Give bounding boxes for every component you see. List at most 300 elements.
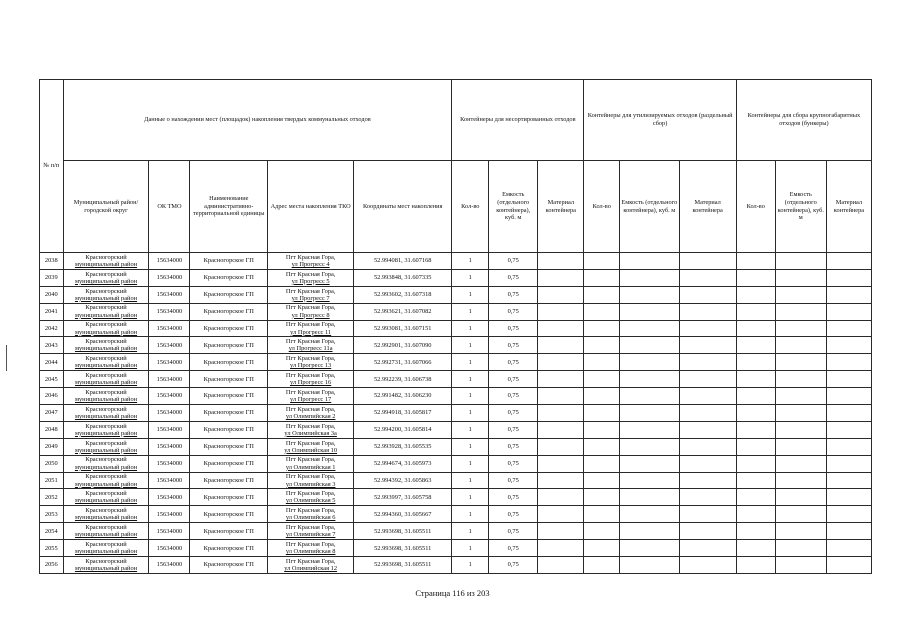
address-cell-line: Пгт Красная Гора,: [285, 253, 336, 261]
admin-unit-cell: Красногорское ГП: [190, 388, 268, 405]
bulky-material-cell: [826, 303, 871, 320]
district-cell: [63, 286, 149, 303]
address-cell: [268, 455, 354, 472]
separate-volume-cell: [620, 269, 679, 286]
address-cell: [268, 269, 354, 286]
district-cell: [63, 405, 149, 422]
district-cell-line: муниципальный район: [74, 396, 138, 404]
separate-count-cell: [584, 489, 620, 506]
table-row: [40, 557, 872, 574]
district-cell-line: Красногорский: [85, 338, 127, 346]
district-cell-line: муниципальный район: [74, 480, 138, 488]
oktmo-cell: 15634000: [149, 523, 190, 540]
address-cell: [268, 421, 354, 438]
address-cell-line: ул Прогресс 11: [290, 328, 332, 336]
bulky-material-cell: [826, 253, 871, 270]
oktmo-cell: 15634000: [149, 557, 190, 574]
table-row: [40, 455, 872, 472]
separate-count-cell: [584, 405, 620, 422]
admin-unit-cell: Красногорское ГП: [190, 269, 268, 286]
bulky-count-cell: [736, 286, 775, 303]
row-number-cell: 2038: [40, 253, 64, 270]
unsorted-material-cell: [538, 523, 584, 540]
unsorted-count-cell: 1: [452, 269, 489, 286]
district-cell-line: Красногорский: [85, 253, 127, 261]
unsorted-count-cell: 1: [452, 421, 489, 438]
row-number-cell: 2053: [40, 506, 64, 523]
bulky-count-cell: [736, 455, 775, 472]
unsorted-count-header: Кол-во: [452, 161, 489, 253]
bulky-count-cell: [736, 354, 775, 371]
address-cell: [268, 405, 354, 422]
bulky-count-cell: [736, 472, 775, 489]
bulky-volume-cell: [775, 354, 826, 371]
district-cell: [63, 303, 149, 320]
address-column-header: Адрес места накопления ТКО: [268, 161, 354, 253]
unsorted-count-cell: 1: [452, 523, 489, 540]
bulky-count-cell: [736, 337, 775, 354]
separate-count-cell: [584, 455, 620, 472]
admin-unit-cell: Красногорское ГП: [190, 303, 268, 320]
address-cell-line: Пгт Красная Гора,: [285, 507, 336, 515]
bulky-count-cell: [736, 540, 775, 557]
coords-cell: 52.992239, 31.606738: [354, 371, 452, 388]
separate-count-cell: [584, 438, 620, 455]
unsorted-volume-cell: 0,75: [489, 371, 538, 388]
address-cell: [268, 540, 354, 557]
separate-volume-cell: [620, 286, 679, 303]
separate-volume-cell: [620, 540, 679, 557]
row-number-cell: 2054: [40, 523, 64, 540]
admin-unit-cell: Красногорское ГП: [190, 405, 268, 422]
unsorted-material-cell: [538, 557, 584, 574]
bulky-material-cell: [826, 506, 871, 523]
unsorted-volume-cell: 0,75: [489, 269, 538, 286]
separate-volume-cell: [620, 354, 679, 371]
unsorted-material-cell: [538, 371, 584, 388]
bulky-material-cell: [826, 489, 871, 506]
bulky-volume-cell: [775, 388, 826, 405]
location-group-header: Данные о нахождении мест (площадок) накопления твердых коммунальных отходов: [63, 80, 452, 161]
bulky-volume-cell: [775, 303, 826, 320]
district-cell-line: муниципальный район: [74, 328, 138, 336]
admin-unit-cell: Красногорское ГП: [190, 371, 268, 388]
district-cell: [63, 337, 149, 354]
oktmo-cell: 15634000: [149, 354, 190, 371]
bulky-volume-cell: [775, 320, 826, 337]
separate-material-cell: [679, 286, 736, 303]
separate-volume-cell: [620, 303, 679, 320]
address-cell: [268, 557, 354, 574]
coords-cell: 52.994081, 31.607168: [354, 253, 452, 270]
unsorted-material-cell: [538, 303, 584, 320]
address-cell-line: ул Олимпийская 3: [285, 480, 336, 488]
address-cell: [268, 506, 354, 523]
bulky-volume-cell: [775, 489, 826, 506]
district-cell: [63, 540, 149, 557]
unsorted-volume-cell: 0,75: [489, 253, 538, 270]
bulky-material-cell: [826, 337, 871, 354]
page-number: Страница 116 из 203: [415, 588, 490, 598]
bulky-material-header: Материал контейнера: [826, 161, 871, 253]
address-cell-line: ул Прогресс 5: [291, 277, 330, 285]
unsorted-count-cell: 1: [452, 506, 489, 523]
bulky-material-cell: [826, 286, 871, 303]
table-row: [40, 354, 872, 371]
bulky-count-cell: [736, 269, 775, 286]
unsorted-count-cell: 1: [452, 540, 489, 557]
unsorted-count-cell: 1: [452, 405, 489, 422]
separate-material-cell: [679, 371, 736, 388]
district-cell-line: муниципальный район: [74, 277, 138, 285]
address-cell: [268, 388, 354, 405]
unsorted-count-cell: 1: [452, 320, 489, 337]
district-cell-line: Красногорский: [85, 422, 127, 430]
oktmo-cell: 15634000: [149, 269, 190, 286]
row-number-cell: 2051: [40, 472, 64, 489]
bulky-volume-cell: [775, 506, 826, 523]
district-cell-line: Красногорский: [85, 321, 127, 329]
district-cell-line: Красногорский: [85, 473, 127, 481]
separate-material-cell: [679, 421, 736, 438]
district-cell: [63, 489, 149, 506]
district-cell-line: муниципальный район: [74, 446, 138, 454]
separate-count-cell: [584, 523, 620, 540]
row-number-cell: 2052: [40, 489, 64, 506]
separate-volume-cell: [620, 489, 679, 506]
unsorted-volume-cell: 0,75: [489, 540, 538, 557]
address-cell-line: ул Олимпийская 6: [285, 514, 336, 522]
bulky-volume-cell: [775, 523, 826, 540]
address-cell-line: ул Прогресс 17: [290, 396, 332, 404]
oktmo-cell: 15634000: [149, 371, 190, 388]
separate-count-cell: [584, 286, 620, 303]
row-number-cell: 2046: [40, 388, 64, 405]
district-cell-line: Красногорский: [85, 304, 127, 312]
bulky-count-cell: [736, 388, 775, 405]
address-cell: [268, 286, 354, 303]
address-cell-line: Пгт Красная Гора,: [285, 540, 336, 548]
bulky-volume-cell: [775, 405, 826, 422]
separate-count-cell: [584, 371, 620, 388]
address-cell-line: Пгт Красная Гора,: [285, 270, 336, 278]
district-cell-line: муниципальный район: [74, 531, 138, 539]
oktmo-cell: 15634000: [149, 388, 190, 405]
oktmo-cell: 15634000: [149, 303, 190, 320]
bulky-count-cell: [736, 253, 775, 270]
admin-unit-cell: Красногорское ГП: [190, 320, 268, 337]
address-cell-line: ул Олимпийская 7: [285, 531, 336, 539]
bulky-volume-cell: [775, 557, 826, 574]
table-row: [40, 286, 872, 303]
bulky-count-cell: [736, 489, 775, 506]
unsorted-volume-cell: 0,75: [489, 557, 538, 574]
separate-count-cell: [584, 472, 620, 489]
address-cell-line: Пгт Красная Гора,: [285, 524, 336, 532]
separate-material-cell: [679, 253, 736, 270]
district-cell: [63, 523, 149, 540]
separate-count-cell: [584, 506, 620, 523]
row-number-cell: 2048: [40, 421, 64, 438]
address-cell-line: ул Олимпийская 12: [284, 564, 338, 572]
district-cell-line: Красногорский: [85, 490, 127, 498]
bulky-material-cell: [826, 472, 871, 489]
separate-count-cell: [584, 540, 620, 557]
district-cell: [63, 269, 149, 286]
bulky-volume-cell: [775, 337, 826, 354]
table-row: [40, 405, 872, 422]
bulky-material-cell: [826, 388, 871, 405]
district-cell: [63, 421, 149, 438]
district-cell: [63, 438, 149, 455]
separate-count-cell: [584, 557, 620, 574]
separate-material-cell: [679, 523, 736, 540]
unsorted-count-cell: 1: [452, 388, 489, 405]
address-cell-line: ул Прогресс 7: [291, 294, 330, 302]
coords-cell: 52.993848, 31.607335: [354, 269, 452, 286]
unsorted-material-cell: [538, 320, 584, 337]
separate-count-cell: [584, 388, 620, 405]
address-cell-line: ул Олимпийская 2: [285, 412, 336, 420]
row-number-cell: 2043: [40, 337, 64, 354]
admin-unit-cell: Красногорское ГП: [190, 337, 268, 354]
bulky-count-cell: [736, 421, 775, 438]
unsorted-volume-cell: 0,75: [489, 337, 538, 354]
district-cell-line: Красногорский: [85, 456, 127, 464]
district-cell-line: муниципальный район: [74, 311, 138, 319]
address-cell-line: ул Прогресс 13: [290, 362, 332, 370]
bulky-count-cell: [736, 320, 775, 337]
table-row: [40, 506, 872, 523]
separate-count-cell: [584, 320, 620, 337]
address-cell-line: ул Олимпийская 8: [285, 548, 336, 556]
address-cell-line: Пгт Красная Гора,: [285, 321, 336, 329]
bulky-material-cell: [826, 438, 871, 455]
unsorted-material-cell: [538, 421, 584, 438]
separate-count-cell: [584, 269, 620, 286]
unsorted-count-cell: 1: [452, 472, 489, 489]
coords-cell: 52.993698, 31.605511: [354, 523, 452, 540]
district-cell: [63, 320, 149, 337]
unsorted-count-cell: 1: [452, 455, 489, 472]
address-cell: [268, 523, 354, 540]
unsorted-material-cell: [538, 472, 584, 489]
table-row: [40, 337, 872, 354]
bulky-material-cell: [826, 557, 871, 574]
bulky-count-cell: [736, 523, 775, 540]
unsorted-count-cell: 1: [452, 286, 489, 303]
admin-unit-cell: Красногорское ГП: [190, 540, 268, 557]
separate-volume-cell: [620, 320, 679, 337]
separate-volume-cell: [620, 455, 679, 472]
separate-material-cell: [679, 506, 736, 523]
table-row: [40, 523, 872, 540]
district-cell-line: муниципальный район: [74, 497, 138, 505]
separate-volume-cell: [620, 388, 679, 405]
district-cell-line: Красногорский: [85, 355, 127, 363]
oktmo-cell: 15634000: [149, 253, 190, 270]
coords-cell: 52.993698, 31.605511: [354, 557, 452, 574]
coords-cell: 52.992731, 31.607066: [354, 354, 452, 371]
table-row: [40, 253, 872, 270]
admin-unit-cell: Красногорское ГП: [190, 557, 268, 574]
unsorted-count-cell: 1: [452, 557, 489, 574]
row-number-cell: 2040: [40, 286, 64, 303]
admin-unit-cell: Красногорское ГП: [190, 421, 268, 438]
district-cell-line: муниципальный район: [74, 260, 138, 268]
separate-material-cell: [679, 489, 736, 506]
unsorted-volume-cell: 0,75: [489, 506, 538, 523]
district-cell: [63, 506, 149, 523]
address-cell-line: ул Прогресс 8: [291, 311, 330, 319]
separate-volume-cell: [620, 337, 679, 354]
unsorted-material-cell: [538, 354, 584, 371]
row-number-cell: 2047: [40, 405, 64, 422]
row-number-cell: 2055: [40, 540, 64, 557]
unsorted-material-cell: [538, 455, 584, 472]
bulky-count-cell: [736, 303, 775, 320]
district-cell: [63, 455, 149, 472]
district-cell-line: Красногорский: [85, 540, 127, 548]
coords-cell: 52.994360, 31.605667: [354, 506, 452, 523]
oktmo-cell: 15634000: [149, 438, 190, 455]
coords-cell: 52.994674, 31.605973: [354, 455, 452, 472]
address-cell: [268, 337, 354, 354]
address-cell: [268, 354, 354, 371]
separate-material-header: Материал контейнера: [679, 161, 736, 253]
district-cell-line: муниципальный район: [74, 362, 138, 370]
unsorted-material-cell: [538, 489, 584, 506]
unsorted-material-cell: [538, 269, 584, 286]
separate-containers-header: Контейнеры для утилизируемых отходов (раздельный сбор): [584, 80, 736, 161]
unsorted-volume-cell: 0,75: [489, 438, 538, 455]
district-cell-line: Красногорский: [85, 270, 127, 278]
address-cell-line: Пгт Красная Гора,: [285, 304, 336, 312]
unsorted-count-cell: 1: [452, 489, 489, 506]
separate-volume-cell: [620, 557, 679, 574]
oktmo-cell: 15634000: [149, 489, 190, 506]
address-cell-line: ул Олимпийская 3а: [284, 429, 337, 437]
district-cell-line: Красногорский: [85, 405, 127, 413]
scan-margin-mark: [6, 345, 7, 371]
admin-unit-cell: Красногорское ГП: [190, 455, 268, 472]
coords-column-header: Координаты мест накопления: [354, 161, 452, 253]
address-cell-line: Пгт Красная Гора,: [285, 456, 336, 464]
separate-volume-cell: [620, 421, 679, 438]
separate-volume-cell: [620, 438, 679, 455]
row-number-cell: 2056: [40, 557, 64, 574]
separate-volume-header: Емкость (отдельного контейнера), куб. м: [620, 161, 679, 253]
district-cell: [63, 388, 149, 405]
separate-material-cell: [679, 472, 736, 489]
admin-unit-cell: Красногорское ГП: [190, 354, 268, 371]
row-number-cell: 2042: [40, 320, 64, 337]
bulky-containers-header: Контейнеры для сбора крупногабаритных отходов (бункеры): [736, 80, 871, 161]
unsorted-count-cell: 1: [452, 337, 489, 354]
separate-volume-cell: [620, 506, 679, 523]
district-cell: [63, 354, 149, 371]
address-cell: [268, 371, 354, 388]
row-number-cell: 2041: [40, 303, 64, 320]
coords-cell: 52.993928, 31.605535: [354, 438, 452, 455]
separate-material-cell: [679, 320, 736, 337]
bulky-volume-cell: [775, 269, 826, 286]
district-cell: [63, 557, 149, 574]
separate-count-cell: [584, 303, 620, 320]
address-cell-line: ул Прогресс 4: [291, 260, 330, 268]
address-cell: [268, 253, 354, 270]
oktmo-cell: 15634000: [149, 405, 190, 422]
unsorted-volume-cell: 0,75: [489, 455, 538, 472]
coords-cell: 52.994200, 31.605814: [354, 421, 452, 438]
district-cell-line: Красногорский: [85, 524, 127, 532]
address-cell-line: Пгт Красная Гора,: [285, 338, 336, 346]
bulky-volume-cell: [775, 472, 826, 489]
separate-material-cell: [679, 438, 736, 455]
oktmo-cell: 15634000: [149, 337, 190, 354]
table-row: [40, 421, 872, 438]
table-row: [40, 540, 872, 557]
bulky-volume-cell: [775, 438, 826, 455]
table-row: [40, 472, 872, 489]
bulky-material-cell: [826, 354, 871, 371]
district-cell-line: муниципальный район: [74, 463, 138, 471]
admin-unit-cell: Красногорское ГП: [190, 523, 268, 540]
admin-unit-cell: Красногорское ГП: [190, 438, 268, 455]
unsorted-volume-cell: 0,75: [489, 523, 538, 540]
admin-unit-column-header: Наименование административно-территориальной единицы: [190, 161, 268, 253]
district-cell-line: муниципальный район: [74, 548, 138, 556]
unsorted-volume-cell: 0,75: [489, 472, 538, 489]
bulky-material-cell: [826, 320, 871, 337]
unsorted-volume-cell: 0,75: [489, 388, 538, 405]
address-cell-line: Пгт Красная Гора,: [285, 355, 336, 363]
unsorted-volume-cell: 0,75: [489, 405, 538, 422]
unsorted-material-cell: [538, 506, 584, 523]
separate-volume-cell: [620, 405, 679, 422]
coords-cell: 52.993602, 31.607318: [354, 286, 452, 303]
separate-count-cell: [584, 354, 620, 371]
unsorted-volume-cell: 0,75: [489, 286, 538, 303]
oktmo-cell: 15634000: [149, 540, 190, 557]
address-cell: [268, 320, 354, 337]
district-cell-line: Красногорский: [85, 372, 127, 379]
table-row: [40, 438, 872, 455]
bulky-material-cell: [826, 269, 871, 286]
separate-material-cell: [679, 269, 736, 286]
bulky-material-cell: [826, 540, 871, 557]
unsorted-material-cell: [538, 540, 584, 557]
separate-count-cell: [584, 337, 620, 354]
separate-volume-cell: [620, 253, 679, 270]
coords-cell: 52.992901, 31.607090: [354, 337, 452, 354]
unsorted-volume-cell: 0,75: [489, 320, 538, 337]
district-cell: [63, 371, 149, 388]
bulky-volume-header: Емкость (отдельного контейнера), куб. м: [775, 161, 826, 253]
row-number-header: № п/п: [40, 80, 64, 253]
district-column-header: Муниципальный район/городской округ: [63, 161, 149, 253]
coords-cell: 52.993081, 31.607151: [354, 320, 452, 337]
unsorted-material-cell: [538, 438, 584, 455]
bulky-volume-cell: [775, 421, 826, 438]
unsorted-count-cell: 1: [452, 253, 489, 270]
row-number-cell: 2044: [40, 354, 64, 371]
separate-material-cell: [679, 540, 736, 557]
separate-material-cell: [679, 557, 736, 574]
unsorted-material-cell: [538, 337, 584, 354]
unsorted-volume-cell: 0,75: [489, 489, 538, 506]
address-cell-line: ул Прогресс 16: [290, 379, 332, 387]
